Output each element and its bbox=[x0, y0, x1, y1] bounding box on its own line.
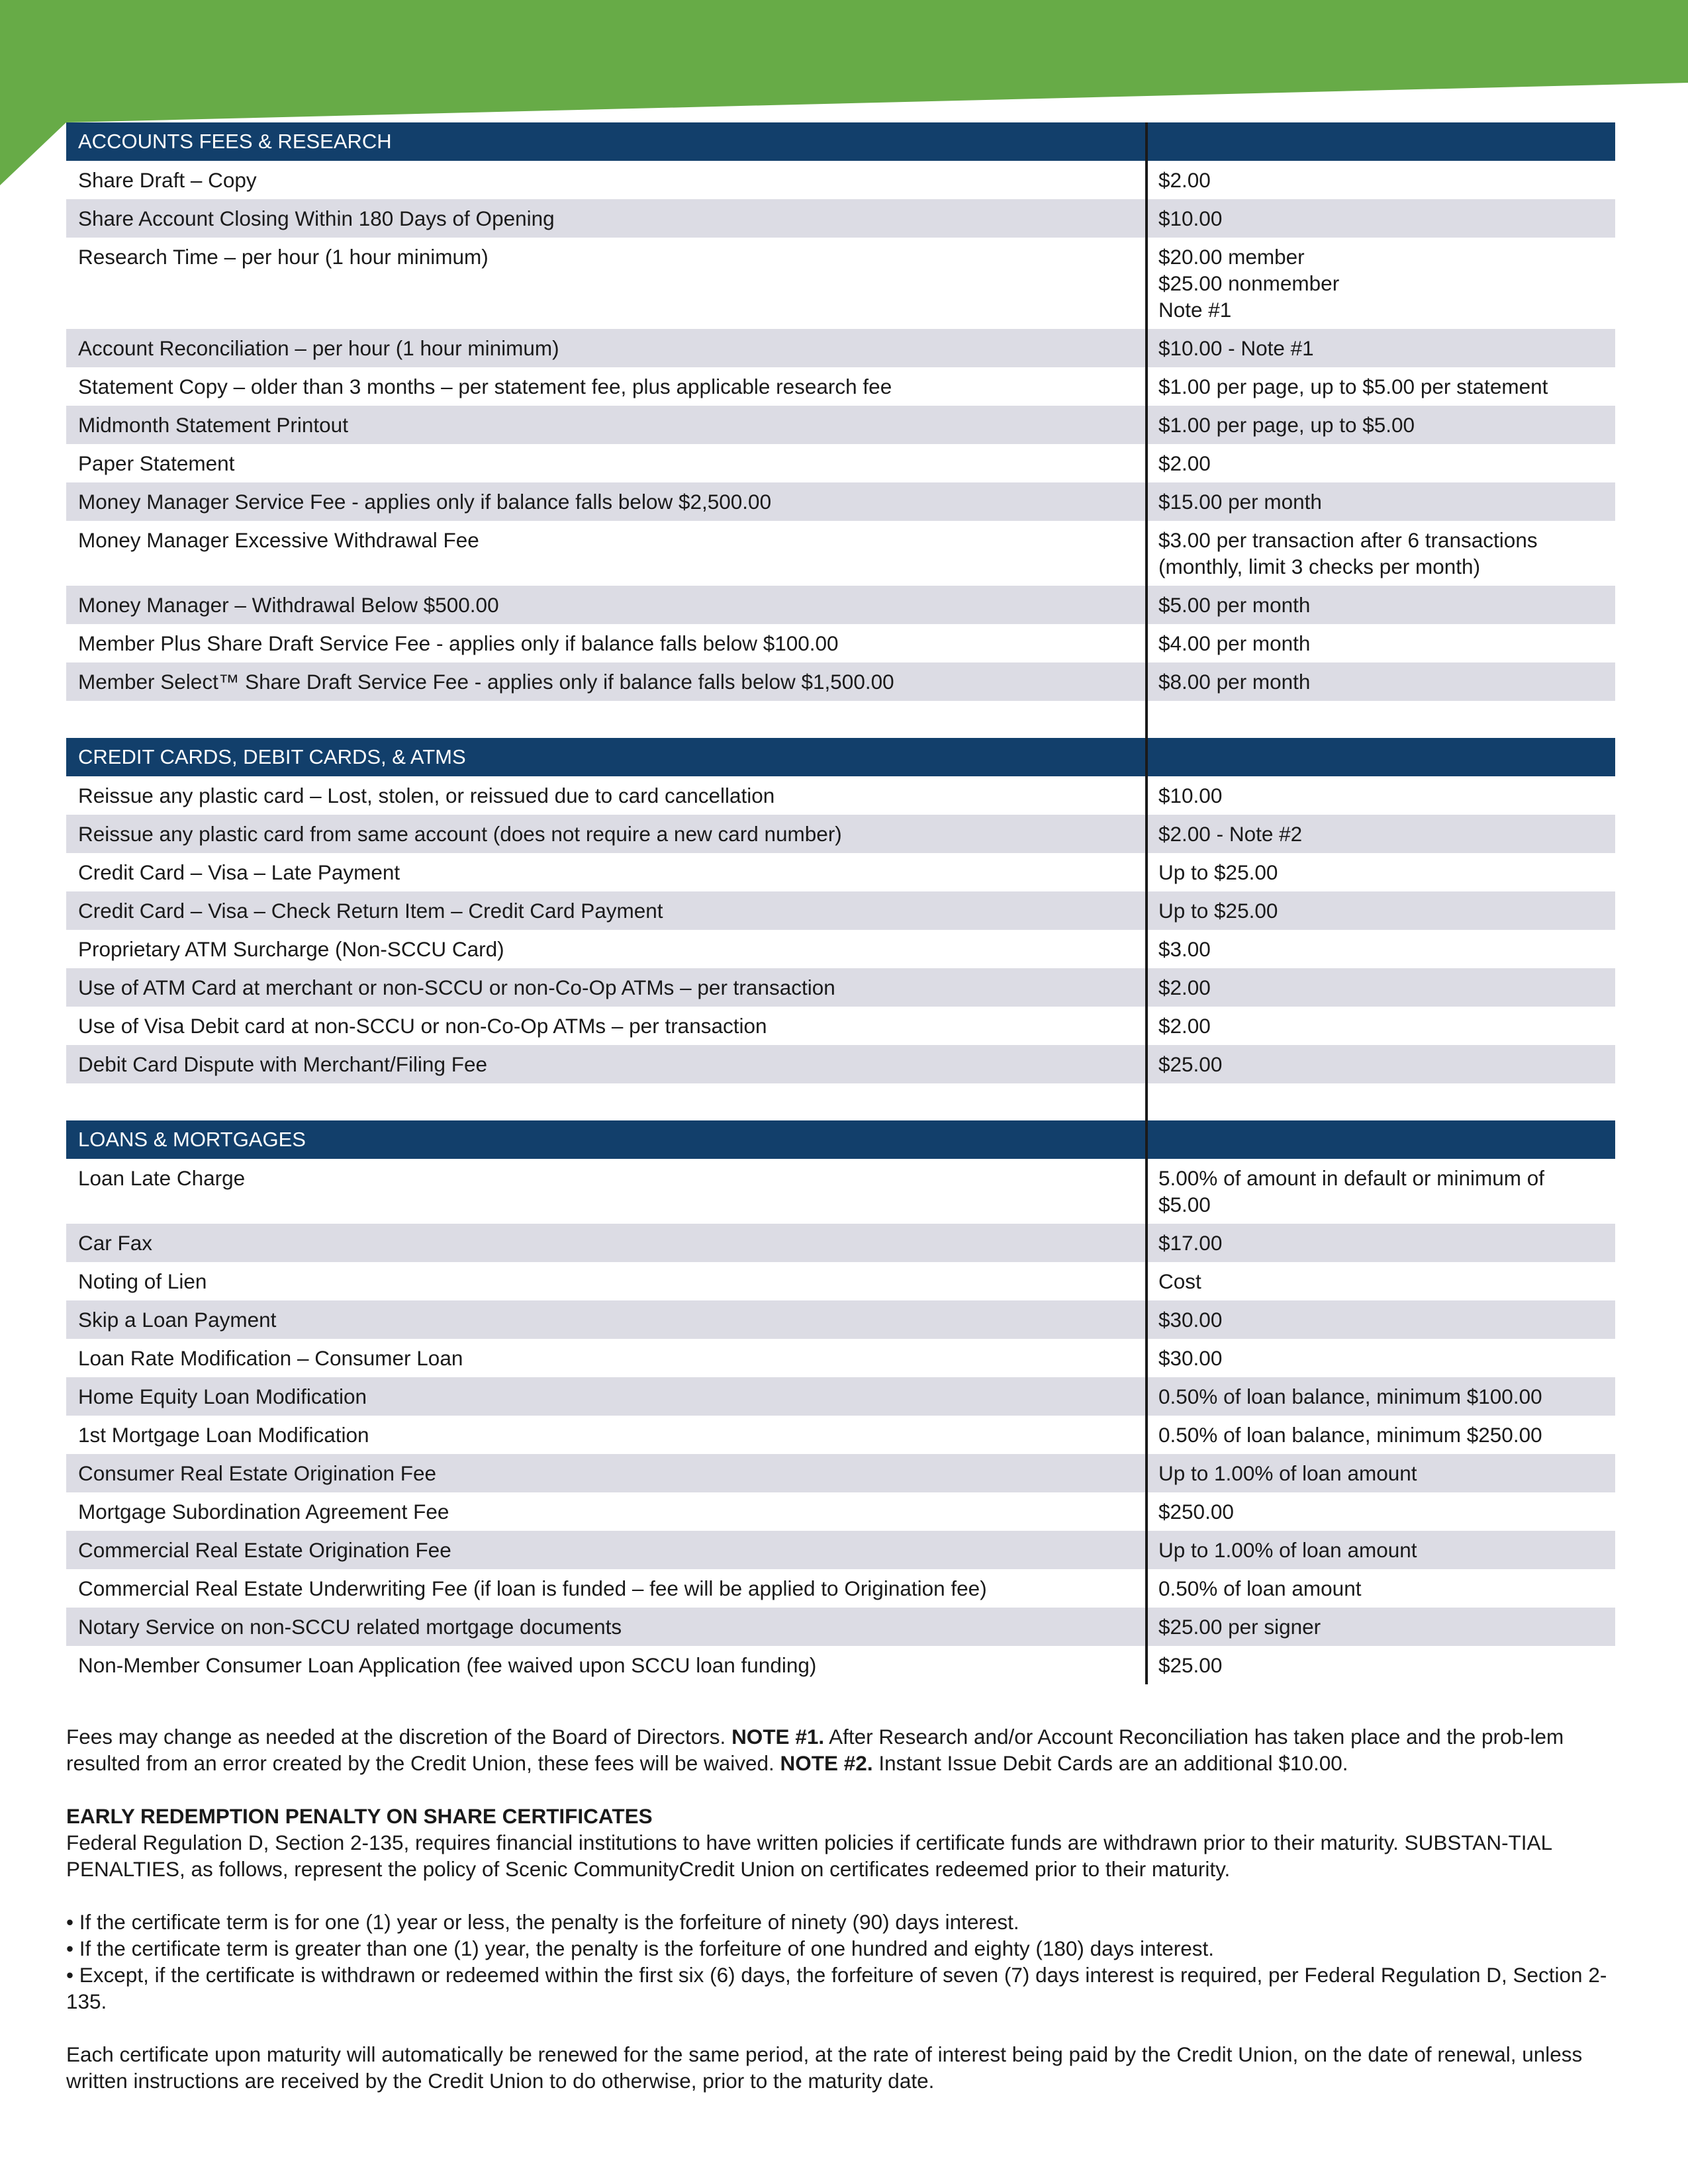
fee-amount bbox=[1145, 1339, 1615, 1377]
fee-row bbox=[66, 853, 1615, 891]
fee-amount bbox=[1145, 367, 1615, 406]
fee-label: Commercial Real Estate Origination Fee bbox=[78, 1538, 451, 1562]
fee-amount-line: Up to 1.00% of loan amount bbox=[1158, 1538, 1417, 1562]
fee-row bbox=[66, 930, 1615, 968]
fee-amount bbox=[1145, 1531, 1615, 1569]
fee-amount bbox=[1145, 968, 1615, 1007]
fee-amount-line: 0.50% of loan balance, minimum $100.00 bbox=[1158, 1385, 1542, 1408]
penalty-bullet-1: • If the certificate term is for one (1) year or less, the penalty is the forfeiture of ninety (90) days interest. bbox=[66, 1910, 1019, 1934]
fee-amount bbox=[1145, 1492, 1615, 1531]
fee-amount-line: $4.00 per month bbox=[1158, 631, 1311, 655]
fee-amount-line: $10.00 bbox=[1158, 206, 1223, 230]
section-spacer bbox=[66, 1083, 1615, 1120]
fee-amount-line: $25.00 per signer bbox=[1158, 1615, 1321, 1639]
fee-label: Member Select™ Share Draft Service Fee - applies only if balance falls below $1,500.00 bbox=[78, 670, 894, 694]
fee-label: Noting of Lien bbox=[78, 1269, 207, 1293]
fee-amount bbox=[1145, 1377, 1615, 1416]
fee-row bbox=[66, 1045, 1615, 1083]
fee-amount-line: $20.00 member bbox=[1158, 245, 1305, 269]
fee-row bbox=[66, 1492, 1615, 1531]
fee-label: Proprietary ATM Surcharge (Non-SCCU Card) bbox=[78, 937, 504, 961]
fee-amount bbox=[1145, 776, 1615, 815]
fee-amount-line: $10.00 bbox=[1158, 784, 1223, 807]
fee-amount bbox=[1145, 1159, 1615, 1224]
fee-amount-line: $3.00 per transaction after 6 transactions bbox=[1158, 528, 1538, 552]
renewal-paragraph: Each certificate upon maturity will automatically be renewed for the same period, at the rate of interest being paid by the Credit Union, on the date of renewal, unless written instructions are received by the Credit Union to do otherwise, prior to the maturity date. bbox=[66, 2042, 1583, 2093]
fee-amount-line: Up to $25.00 bbox=[1158, 860, 1278, 884]
fee-row bbox=[66, 1339, 1615, 1377]
fee-label: Paper Statement bbox=[78, 451, 235, 475]
fee-row bbox=[66, 161, 1615, 199]
fee-amount-line: Note #1 bbox=[1158, 298, 1232, 322]
fee-amount bbox=[1145, 1300, 1615, 1339]
fee-row bbox=[66, 1569, 1615, 1608]
fee-amount bbox=[1145, 1646, 1615, 1684]
fee-row bbox=[66, 1377, 1615, 1416]
fee-label: Commercial Real Estate Underwriting Fee (if loan is funded – fee will be applied to Origination fee) bbox=[78, 1576, 987, 1600]
notes-section bbox=[66, 1723, 1622, 2094]
section-header bbox=[66, 122, 1615, 161]
fee-amount bbox=[1145, 1454, 1615, 1492]
section-header bbox=[66, 738, 1615, 776]
fee-amount-line: 0.50% of loan amount bbox=[1158, 1576, 1362, 1600]
fee-amount-line: $25.00 bbox=[1158, 1653, 1223, 1677]
fee-amount-line: $5.00 bbox=[1158, 1193, 1211, 1216]
fee-label: Reissue any plastic card – Lost, stolen, or reissued due to card cancellation bbox=[78, 784, 775, 807]
section-title: ACCOUNTS FEES & RESEARCH bbox=[78, 130, 392, 153]
fee-amount-line: $25.00 bbox=[1158, 1052, 1223, 1076]
fee-label: Share Account Closing Within 180 Days of Opening bbox=[78, 206, 555, 230]
fee-amount bbox=[1145, 1262, 1615, 1300]
fee-amount-line: $10.00 - Note #1 bbox=[1158, 336, 1314, 360]
fee-row bbox=[66, 1416, 1615, 1454]
fee-row bbox=[66, 521, 1615, 586]
fee-amount bbox=[1145, 161, 1615, 199]
fee-amount-line: Cost bbox=[1158, 1269, 1201, 1293]
fee-row bbox=[66, 968, 1615, 1007]
fee-row bbox=[66, 199, 1615, 238]
fee-amount bbox=[1145, 891, 1615, 930]
fee-label: Loan Rate Modification – Consumer Loan bbox=[78, 1346, 463, 1370]
fee-amount-line: $2.00 bbox=[1158, 976, 1211, 999]
fee-amount-line: $2.00 bbox=[1158, 451, 1211, 475]
fee-amount-line: $5.00 per month bbox=[1158, 593, 1311, 617]
fee-label: Credit Card – Visa – Late Payment bbox=[78, 860, 400, 884]
fee-label: Reissue any plastic card from same account (does not require a new card number) bbox=[78, 822, 842, 846]
penalty-bullet-3: • Except, if the certificate is withdrawn or redeemed within the first six (6) days, the forfeiture of seven (7) days interest is required, per Federal Regulation D, Section 2-135. bbox=[66, 1963, 1607, 2013]
note1-text: After Research and/or Account Reconciliation has taken place and the prob-lem resulted from an error created by the Credit Union, these fees will be waived. bbox=[66, 1725, 1564, 1775]
fee-amount bbox=[1145, 1608, 1615, 1646]
fee-row bbox=[66, 1454, 1615, 1492]
fee-amount-line: $2.00 bbox=[1158, 168, 1211, 192]
fee-label: Notary Service on non-SCCU related mortgage documents bbox=[78, 1615, 622, 1639]
fee-label: Money Manager Service Fee - applies only if balance falls below $2,500.00 bbox=[78, 490, 772, 514]
note2-text: Instant Issue Debit Cards are an additional $10.00. bbox=[872, 1751, 1348, 1775]
fee-row bbox=[66, 1646, 1615, 1684]
fee-amount bbox=[1145, 238, 1615, 329]
fee-row bbox=[66, 1224, 1615, 1262]
fee-row bbox=[66, 482, 1615, 521]
fee-label: Member Plus Share Draft Service Fee - applies only if balance falls below $100.00 bbox=[78, 631, 839, 655]
fee-amount-line: $250.00 bbox=[1158, 1500, 1234, 1524]
fee-amount bbox=[1145, 853, 1615, 891]
fee-amount-line: $30.00 bbox=[1158, 1308, 1223, 1332]
fee-label: Statement Copy – older than 3 months – per statement fee, plus applicable research fee bbox=[78, 375, 892, 398]
fee-amount-line: $8.00 per month bbox=[1158, 670, 1311, 694]
fee-amount-line: $2.00 bbox=[1158, 1014, 1211, 1038]
fee-amount-line: Up to 1.00% of loan amount bbox=[1158, 1461, 1417, 1485]
fee-amount-line: $1.00 per page, up to $5.00 bbox=[1158, 413, 1415, 437]
fee-amount-line: $3.00 bbox=[1158, 937, 1211, 961]
fee-row bbox=[66, 662, 1615, 701]
fee-row bbox=[66, 1262, 1615, 1300]
fee-label: Money Manager – Withdrawal Below $500.00 bbox=[78, 593, 499, 617]
fee-label: Money Manager Excessive Withdrawal Fee bbox=[78, 528, 479, 552]
section-header bbox=[66, 1120, 1615, 1159]
fee-label: Midmonth Statement Printout bbox=[78, 413, 348, 437]
fee-amount-line: $2.00 - Note #2 bbox=[1158, 822, 1303, 846]
fee-amount bbox=[1145, 329, 1615, 367]
fee-amount bbox=[1145, 521, 1615, 586]
fee-row bbox=[66, 776, 1615, 815]
fee-row bbox=[66, 444, 1615, 482]
fee-row bbox=[66, 1007, 1615, 1045]
fee-row bbox=[66, 238, 1615, 329]
fee-row bbox=[66, 1159, 1615, 1224]
fee-label: Loan Late Charge bbox=[78, 1166, 246, 1190]
fee-row bbox=[66, 1608, 1615, 1646]
fee-label: 1st Mortgage Loan Modification bbox=[78, 1423, 369, 1447]
fee-amount bbox=[1145, 1569, 1615, 1608]
fee-amount-line: $30.00 bbox=[1158, 1346, 1223, 1370]
early-redemption-intro: Federal Regulation D, Section 2-135, requires financial institutions to have written policies if certificate funds are withdrawn prior to their maturity. SUBSTAN-TIAL PENALTIES, as follows, represent the policy of Scenic CommunityCredit Union on certificates redeemed prior to their maturity. bbox=[66, 1831, 1552, 1881]
fees-intro-text: Fees may change as needed at the discretion of the Board of Directors. bbox=[66, 1725, 732, 1749]
fee-row bbox=[66, 586, 1615, 624]
fee-amount bbox=[1145, 624, 1615, 662]
fee-row bbox=[66, 815, 1615, 853]
fee-label: Debit Card Dispute with Merchant/Filing Fee bbox=[78, 1052, 488, 1076]
fee-amount-line: $25.00 nonmember bbox=[1158, 271, 1340, 295]
fee-row bbox=[66, 891, 1615, 930]
fee-amount bbox=[1145, 406, 1615, 444]
fee-label: Research Time – per hour (1 hour minimum) bbox=[78, 245, 489, 269]
fee-label: Car Fax bbox=[78, 1231, 153, 1255]
fees-note-paragraph bbox=[66, 1723, 1622, 1776]
fee-label: Home Equity Loan Modification bbox=[78, 1385, 367, 1408]
fee-amount bbox=[1145, 199, 1615, 238]
fee-label: Credit Card – Visa – Check Return Item – Credit Card Payment bbox=[78, 899, 663, 923]
fee-row bbox=[66, 1531, 1615, 1569]
section-title: CREDIT CARDS, DEBIT CARDS, & ATMS bbox=[78, 745, 466, 768]
fee-row bbox=[66, 367, 1615, 406]
fee-amount bbox=[1145, 1045, 1615, 1083]
fee-amount-line: $1.00 per page, up to $5.00 per statement bbox=[1158, 375, 1548, 398]
fee-amount-line: 0.50% of loan balance, minimum $250.00 bbox=[1158, 1423, 1542, 1447]
fee-amount-line: 5.00% of amount in default or minimum of bbox=[1158, 1166, 1545, 1190]
fee-amount-line: $17.00 bbox=[1158, 1231, 1223, 1255]
penalty-bullet-2: • If the certificate term is greater than one (1) year, the penalty is the forfeiture of one hundred and eighty (180) days interest. bbox=[66, 1936, 1214, 1960]
fee-label: Account Reconciliation – per hour (1 hour minimum) bbox=[78, 336, 559, 360]
fee-amount bbox=[1145, 662, 1615, 701]
fee-amount-line: (monthly, limit 3 checks per month) bbox=[1158, 555, 1481, 578]
fee-row bbox=[66, 329, 1615, 367]
fee-amount bbox=[1145, 586, 1615, 624]
fee-amount bbox=[1145, 1224, 1615, 1262]
fee-label: Skip a Loan Payment bbox=[78, 1308, 277, 1332]
fee-amount bbox=[1145, 444, 1615, 482]
fee-label: Non-Member Consumer Loan Application (fee waived upon SCCU loan funding) bbox=[78, 1653, 817, 1677]
fee-amount-line: Up to $25.00 bbox=[1158, 899, 1278, 923]
note2-label: NOTE #2. bbox=[780, 1751, 873, 1775]
fee-amount bbox=[1145, 482, 1615, 521]
fee-amount bbox=[1145, 1416, 1615, 1454]
fee-amount-line: $15.00 per month bbox=[1158, 490, 1322, 514]
fee-label: Share Draft – Copy bbox=[78, 168, 257, 192]
fee-label: Use of Visa Debit card at non-SCCU or non-Co-Op ATMs – per transaction bbox=[78, 1014, 767, 1038]
section-title: LOANS & MORTGAGES bbox=[78, 1128, 306, 1151]
fee-schedule-table bbox=[66, 122, 1615, 1684]
section-spacer bbox=[66, 701, 1615, 738]
fee-amount bbox=[1145, 930, 1615, 968]
fee-row bbox=[66, 624, 1615, 662]
fee-label: Consumer Real Estate Origination Fee bbox=[78, 1461, 437, 1485]
fee-label: Use of ATM Card at merchant or non-SCCU or non-Co-Op ATMs – per transaction bbox=[78, 976, 835, 999]
fee-row bbox=[66, 1300, 1615, 1339]
fee-row bbox=[66, 406, 1615, 444]
fee-amount bbox=[1145, 815, 1615, 853]
early-redemption-heading: EARLY REDEMPTION PENALTY ON SHARE CERTIFICATES bbox=[66, 1804, 653, 1828]
fee-label: Mortgage Subordination Agreement Fee bbox=[78, 1500, 449, 1524]
note1-label: NOTE #1. bbox=[731, 1725, 825, 1749]
fee-amount bbox=[1145, 1007, 1615, 1045]
